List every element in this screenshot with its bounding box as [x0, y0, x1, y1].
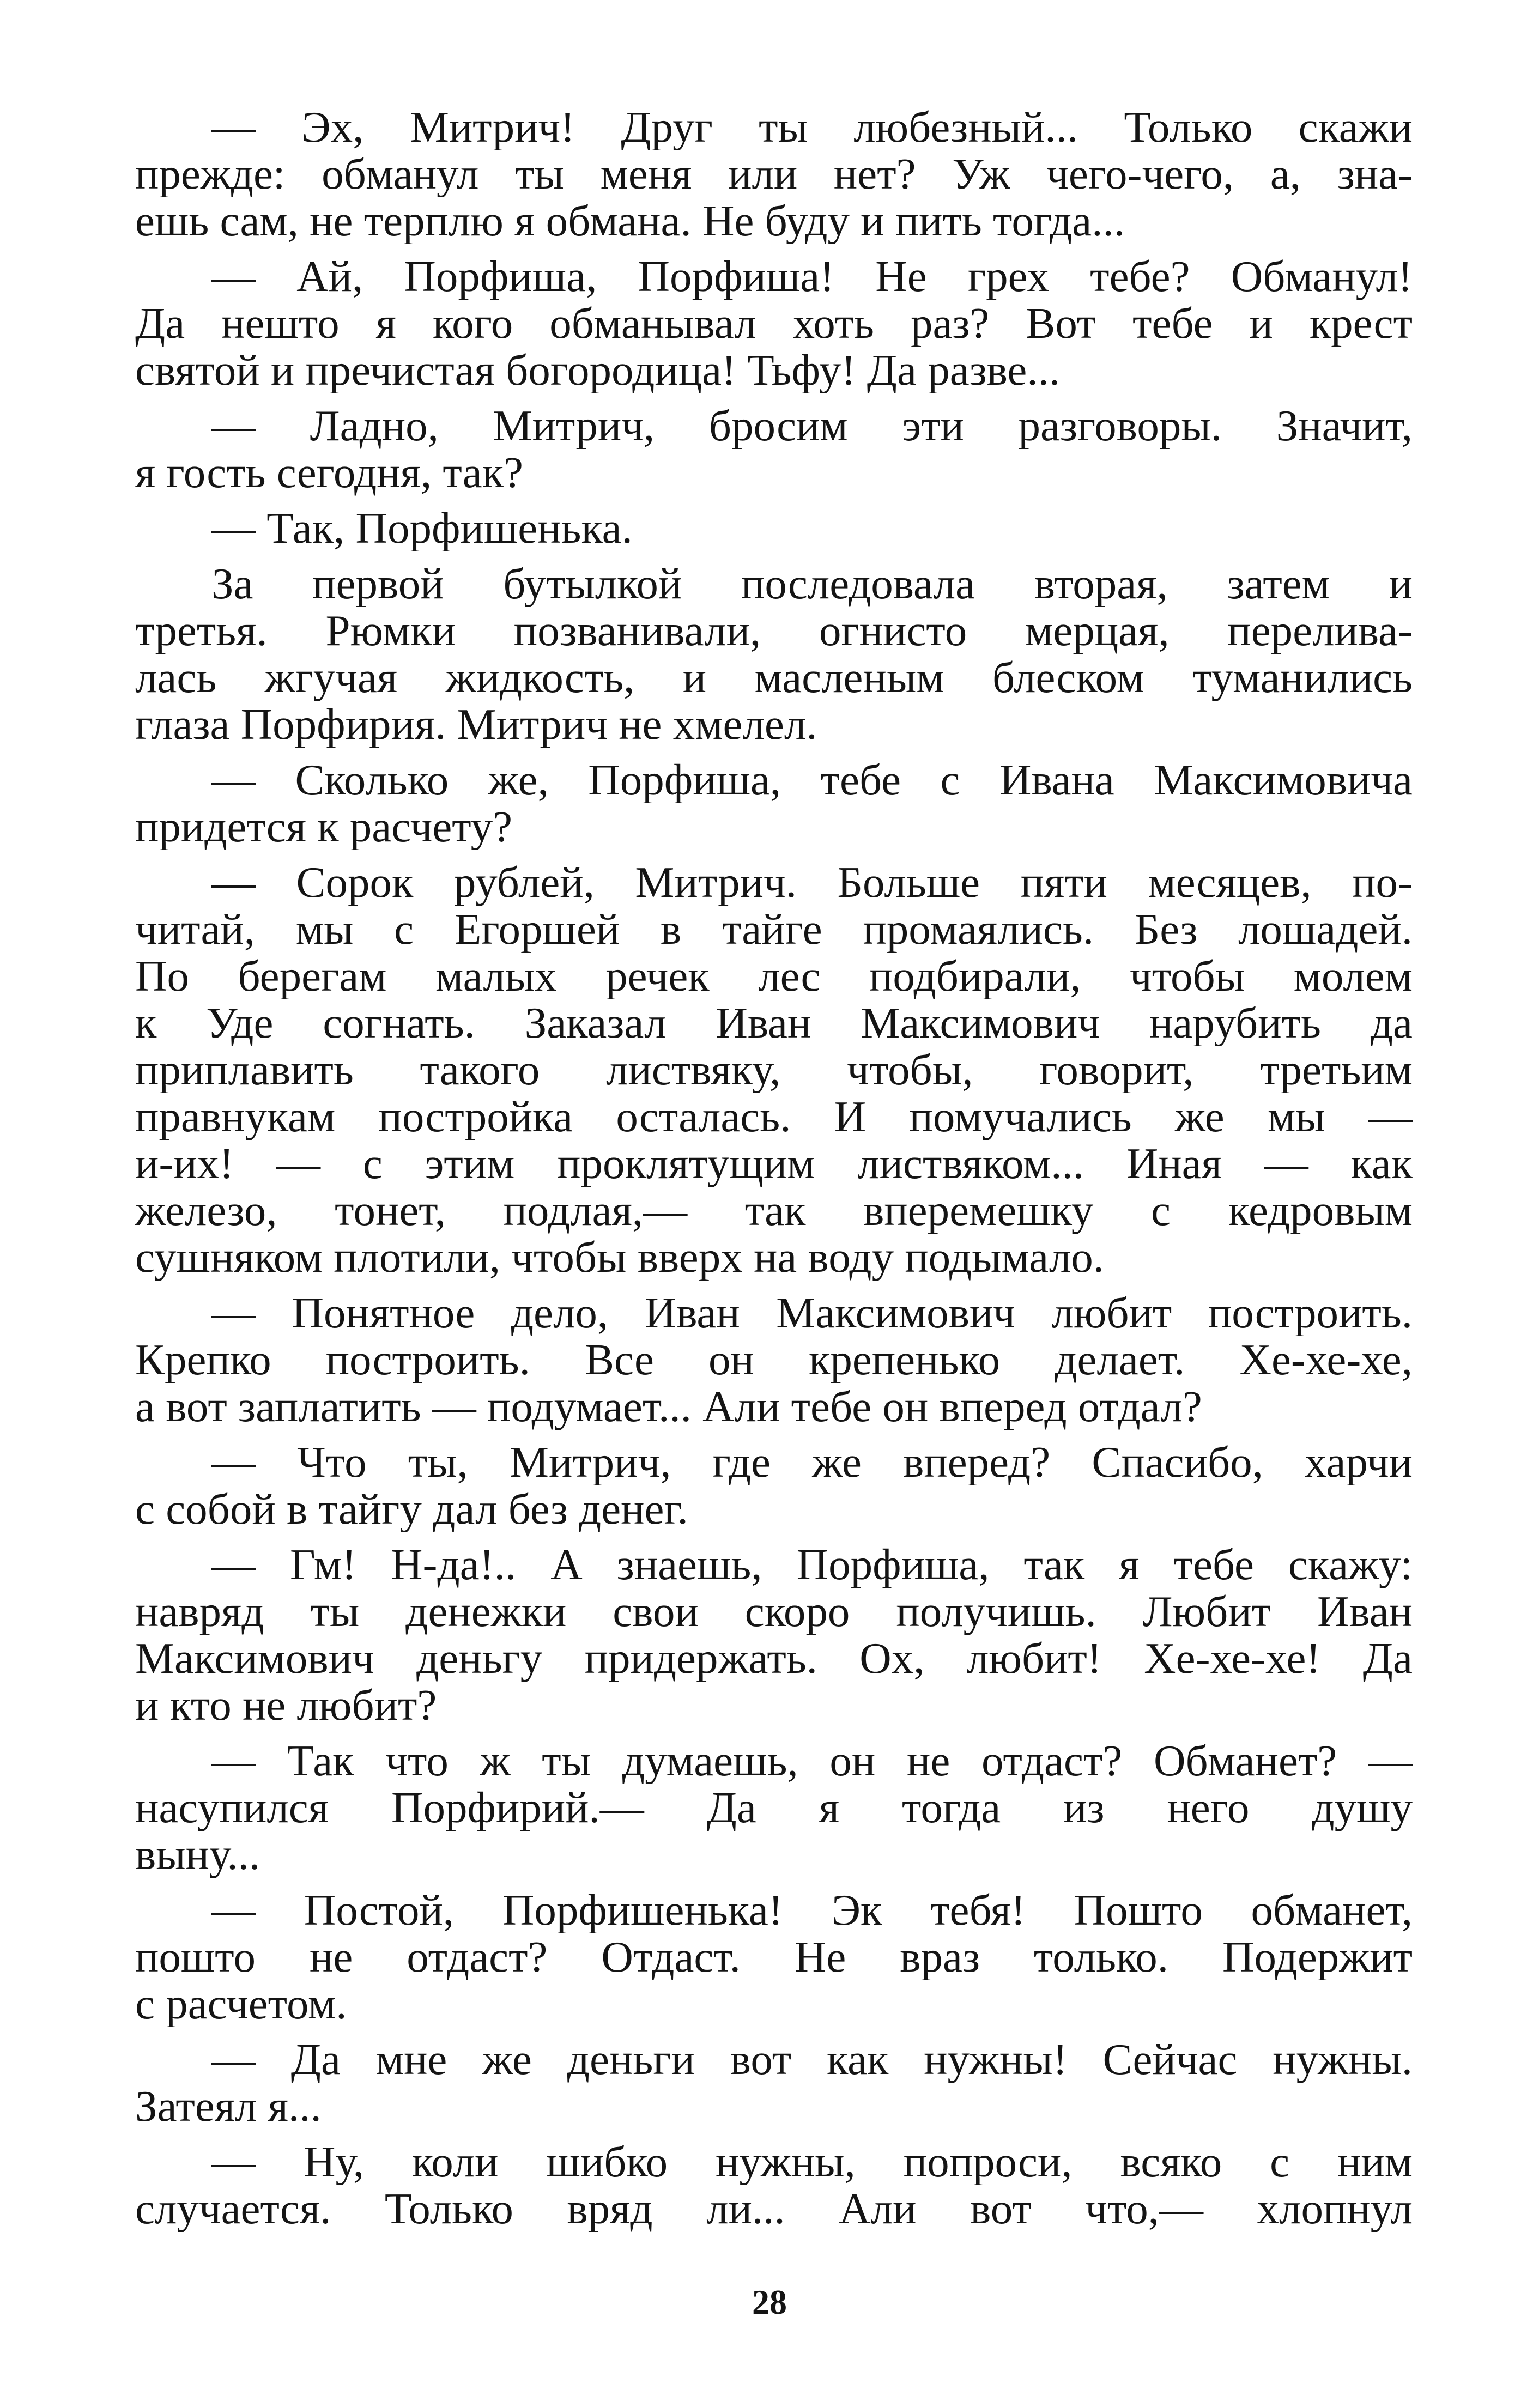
text-line: и-их! — с этим проклятущим листвяком... Иная — как	[135, 1140, 1413, 1187]
paragraph	[135, 2138, 1413, 2232]
paragraph	[135, 560, 1413, 748]
text-line: а вот заплатить — подумает... Али тебе он вперед отдал?	[135, 1383, 1202, 1430]
text-line: сушняком плотили, чтобы вверх на воду подымало.	[135, 1234, 1105, 1281]
text-line: — Так что ж ты думаешь, он не отдаст? Обманет? —	[211, 1737, 1413, 1784]
text-line: — Что ты, Митрич, где же вперед? Спасибо, харчи	[211, 1439, 1413, 1485]
text-line: приплавить такого листвяку, чтобы, говорит, третьим	[135, 1046, 1413, 1093]
paragraph	[135, 756, 1413, 850]
text-line: — Эх, Митрич! Друг ты любезный... Только скажи	[211, 104, 1413, 150]
text-line: Крепко построить. Все он крепенько делает. Хе-хе-хе,	[135, 1336, 1413, 1383]
text-line: — Ай, Порфиша, Порфиша! Не грех тебе? Обманул!	[211, 253, 1413, 300]
text-line: — Сколько же, Порфиша, тебе с Ивана Максимовича	[211, 756, 1413, 803]
paragraph	[135, 1541, 1413, 1728]
paragraph	[135, 1289, 1413, 1430]
text-line: лась жгучая жидкость, и масленым блеском туманились	[135, 654, 1413, 701]
text-line: и кто не любит?	[135, 1682, 437, 1728]
text-line: третья. Рюмки позванивали, огнисто мерцая, перелива-	[135, 607, 1413, 654]
text-line: глаза Порфирия. Митрич не хмелел.	[135, 701, 817, 748]
text-line: Затеял я...	[135, 2083, 322, 2130]
text-line: пошто не отдаст? Отдаст. Не враз только. Подержит	[135, 1933, 1413, 1980]
paragraph	[135, 104, 1413, 244]
paragraph	[135, 505, 1413, 551]
page-body	[135, 104, 1413, 2241]
text-line: Максимович деньгу придержать. Ох, любит! Хе-хе-хе! Да	[135, 1635, 1413, 1682]
text-line: Да нешто я кого обманывал хоть раз? Вот тебе и крест	[135, 300, 1413, 347]
text-line: — Постой, Порфишенька! Эк тебя! Пошто обманет,	[211, 1887, 1413, 1933]
text-line: По берегам малых речек лес подбирали, чтобы молем	[135, 953, 1413, 999]
text-line: железо, тонет, подлая,— так вперемешку с кедровым	[135, 1187, 1413, 1234]
text-line: насупился Порфирий.— Да я тогда из него душу	[135, 1784, 1413, 1831]
text-line: с собой в тайгу дал без денег.	[135, 1485, 688, 1532]
text-line: случается. Только вряд ли... Али вот что,— хлопнул	[135, 2185, 1413, 2232]
text-line: — Гм! Н-да!.. А знаешь, Порфиша, так я тебе скажу:	[211, 1541, 1413, 1588]
text-line: выну...	[135, 1831, 260, 1878]
text-line: — Да мне же деньги вот как нужны! Сейчас нужны.	[211, 2036, 1413, 2083]
text-line: — Ну, коли шибко нужны, попроси, всяко с ним	[211, 2138, 1413, 2185]
paragraph	[135, 1439, 1413, 1532]
page-number: 28	[752, 2283, 787, 2321]
text-line: — Сорок рублей, Митрич. Больше пяти месяцев, по-	[211, 859, 1413, 906]
text-line: придется к расчету?	[135, 803, 513, 850]
text-line: — Так, Порфишенька.	[211, 505, 633, 551]
text-line: навряд ты денежки свои скоро получишь. Любит Иван	[135, 1588, 1413, 1635]
paragraph	[135, 1737, 1413, 1878]
paragraph	[135, 402, 1413, 496]
text-line: — Понятное дело, Иван Максимович любит построить.	[211, 1289, 1413, 1336]
text-line: к Уде согнать. Заказал Иван Максимович нарубить да	[135, 999, 1413, 1046]
text-line: я гость сегодня, так?	[135, 449, 523, 496]
text-line: ешь сам, не терплю я обмана. Не буду и пить тогда...	[135, 197, 1125, 244]
paragraph	[135, 1887, 1413, 2027]
paragraph	[135, 253, 1413, 393]
text-line: За первой бутылкой последовала вторая, затем и	[211, 560, 1413, 607]
paragraph	[135, 2036, 1413, 2130]
text-line: читай, мы с Егоршей в тайге промаялись. Без лошадей.	[135, 906, 1413, 953]
text-line: с расчетом.	[135, 1980, 347, 2027]
text-line: прежде: обманул ты меня или нет? Уж чего-чего, а, зна-	[135, 150, 1413, 197]
text-line: — Ладно, Митрич, бросим эти разговоры. Значит,	[211, 402, 1413, 449]
text-line: правнукам постройка осталась. И помучались же мы —	[135, 1093, 1413, 1140]
paragraph	[135, 859, 1413, 1281]
text-line: святой и пречистая богородица! Тьфу! Да разве...	[135, 347, 1061, 393]
